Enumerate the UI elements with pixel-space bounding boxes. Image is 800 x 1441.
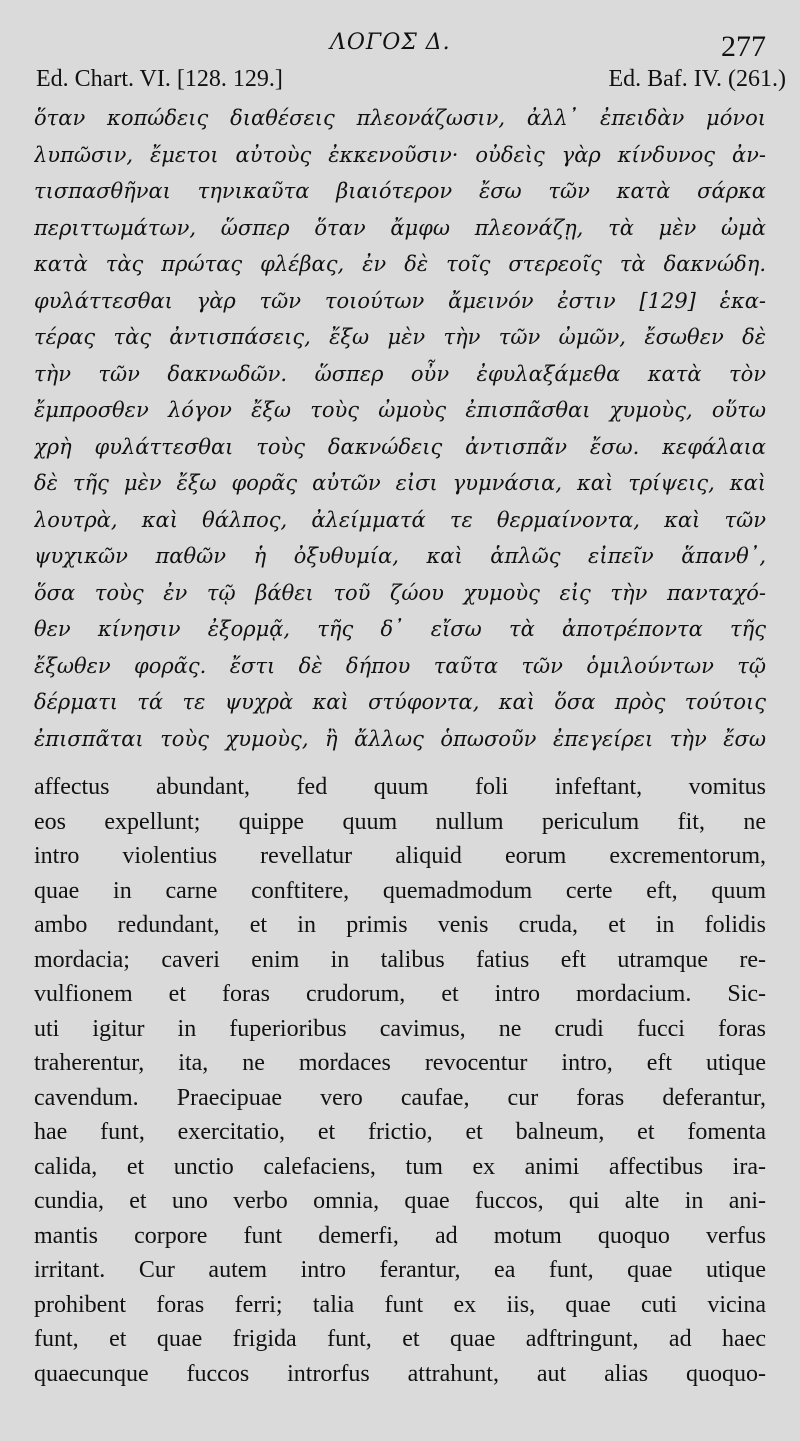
- latin-line: funt, et quae frigida funt, et quae adftringunt, ad haec: [34, 1326, 766, 1352]
- latin-line: intro violentius revellatur aliquid eorum excrementorum,: [34, 843, 766, 869]
- latin-line: ambo redundant, et in primis venis cruda, et in folidis: [34, 912, 766, 938]
- latin-line: affectus abundant, fed quum foli infeftant, vomitus: [34, 774, 766, 800]
- greek-line: τισπασθῆναι τηνικαῦτα βιαιότερον ἔσω τῶν κατὰ σάρκα: [34, 179, 766, 203]
- greek-line: κατὰ τὰς πρώτας φλέβας, ἐν δὲ τοῖς στερεοῖς τὰ δακνώδη.: [34, 252, 766, 276]
- greek-line: ὅσα τοὺς ἐν τῷ βάθει τοῦ ζώου χυμοὺς εἰς τὴν πανταχό-: [34, 580, 766, 605]
- greek-line: χρὴ φυλάττεσθαι τοὺς δακνώδεις ἀντισπᾶν ἔσω. κεφάλαια: [34, 434, 766, 459]
- greek-line: περιττωμάτων, ὥσπερ ὅταν ἄμφω πλεονάζῃ, τὰ μὲν ὠμὰ: [34, 215, 766, 240]
- latin-line: mordacia; caveri enim in talibus fatius eft utramque re-: [34, 946, 766, 973]
- greek-line: λουτρὰ, καὶ θάλπος, ἀλείμματά τε θερμαίνοντα, καὶ τῶν: [34, 507, 766, 532]
- greek-line: ὅταν κοπώδεις διαθέσεις πλεονάζωσιν, ἀλλ᾽ ἐπειδὰν μόνοι: [34, 106, 766, 130]
- latin-line: prohibent foras ferri; talia funt ex iis, quae cuti vicina: [34, 1291, 766, 1318]
- greek-line: φυλάττεσθαι γὰρ τῶν τοιούτων ἄμεινόν ἐστιν [129] ἑκα-: [34, 288, 766, 313]
- latin-line: uti igitur in fuperioribus cavimus, ne crudi fucci foras: [34, 1015, 766, 1042]
- latin-text-block: [34, 770, 766, 1391]
- edition-reference-right: Ed. Baf. IV. (261.): [608, 66, 786, 92]
- running-title: ΛΟΓΟΣ Δ.: [330, 30, 451, 55]
- latin-line: vulfionem et foras crudorum, et intro mordacium. Sic-: [34, 981, 766, 1007]
- greek-line: ἔξωθεν φορᾶς. ἔστι δὲ δήπου ταῦτα τῶν ὁμιλούντων τῷ: [34, 653, 766, 678]
- greek-line: θεν κίνησιν ἐξορμᾷ, τῆς δ᾽ εἴσω τὰ ἀποτρέποντα τῆς: [34, 617, 766, 641]
- latin-line: traherentur, ita, ne mordaces revocentur intro, eft utique: [34, 1050, 766, 1076]
- greek-line: λυπῶσιν, ἔμετοι αὐτοὺς ἐκκενοῦσιν· οὐδεὶς γὰρ κίνδυνος ἀν-: [34, 142, 766, 167]
- greek-line: δέρματι τά τε ψυχρὰ καὶ στύφοντα, καὶ ὅσα πρὸς τούτοις: [34, 690, 766, 714]
- latin-line: irritant. Cur autem intro ferantur, ea funt, quae utique: [34, 1257, 766, 1283]
- latin-line: cundia, et uno verbo omnia, quae fuccos, qui alte in ani-: [34, 1188, 766, 1214]
- edition-reference-left: Ed. Chart. VI. [128. 129.]: [36, 66, 283, 92]
- latin-line: mantis corpore funt demerfi, ad motum quoquo verfus: [34, 1222, 766, 1249]
- latin-line: calida, et unctio calefaciens, tum ex animi affectibus ira-: [34, 1153, 766, 1180]
- page-number: 277: [721, 30, 766, 63]
- greek-line: τέρας τὰς ἀντισπάσεις, ἔξω μὲν τὴν τῶν ὠμῶν, ἔσωθεν δὲ: [34, 325, 766, 349]
- greek-line: ψυχικῶν παθῶν ἡ ὀξυθυμία, καὶ ἁπλῶς εἰπεῖν ἅπανθ᾽,: [34, 544, 766, 568]
- greek-text-block: [34, 100, 766, 757]
- greek-line: ἐπισπᾶται τοὺς χυμοὺς, ἢ ἄλλως ὁπωσοῦν ἐπεγείρει τὴν ἔσω: [34, 726, 766, 751]
- greek-line: ἔμπροσθεν λόγον ἔξω τοὺς ὠμοὺς ἐπισπᾶσθαι χυμοὺς, οὕτω: [34, 398, 766, 422]
- latin-line: cavendum. Praecipuae vero caufae, cur foras deferantur,: [34, 1084, 766, 1111]
- latin-line: hae funt, exercitatio, et frictio, et balneum, et fomenta: [34, 1119, 766, 1145]
- latin-line: quae in carne conftitere, quemadmodum certe eft, quum: [34, 877, 766, 904]
- greek-line: τὴν τῶν δακνωδῶν. ὥσπερ οὖν ἐφυλαξάμεθα κατὰ τὸν: [34, 361, 766, 386]
- greek-line: δὲ τῆς μὲν ἔξω φορᾶς αὐτῶν εἰσι γυμνάσια, καὶ τρίψεις, καὶ: [34, 471, 766, 495]
- latin-line: eos expellunt; quippe quum nullum periculum fit, ne: [34, 808, 766, 835]
- latin-line: quaecunque fuccos introrfus attrahunt, aut alias quoquo-: [34, 1360, 766, 1387]
